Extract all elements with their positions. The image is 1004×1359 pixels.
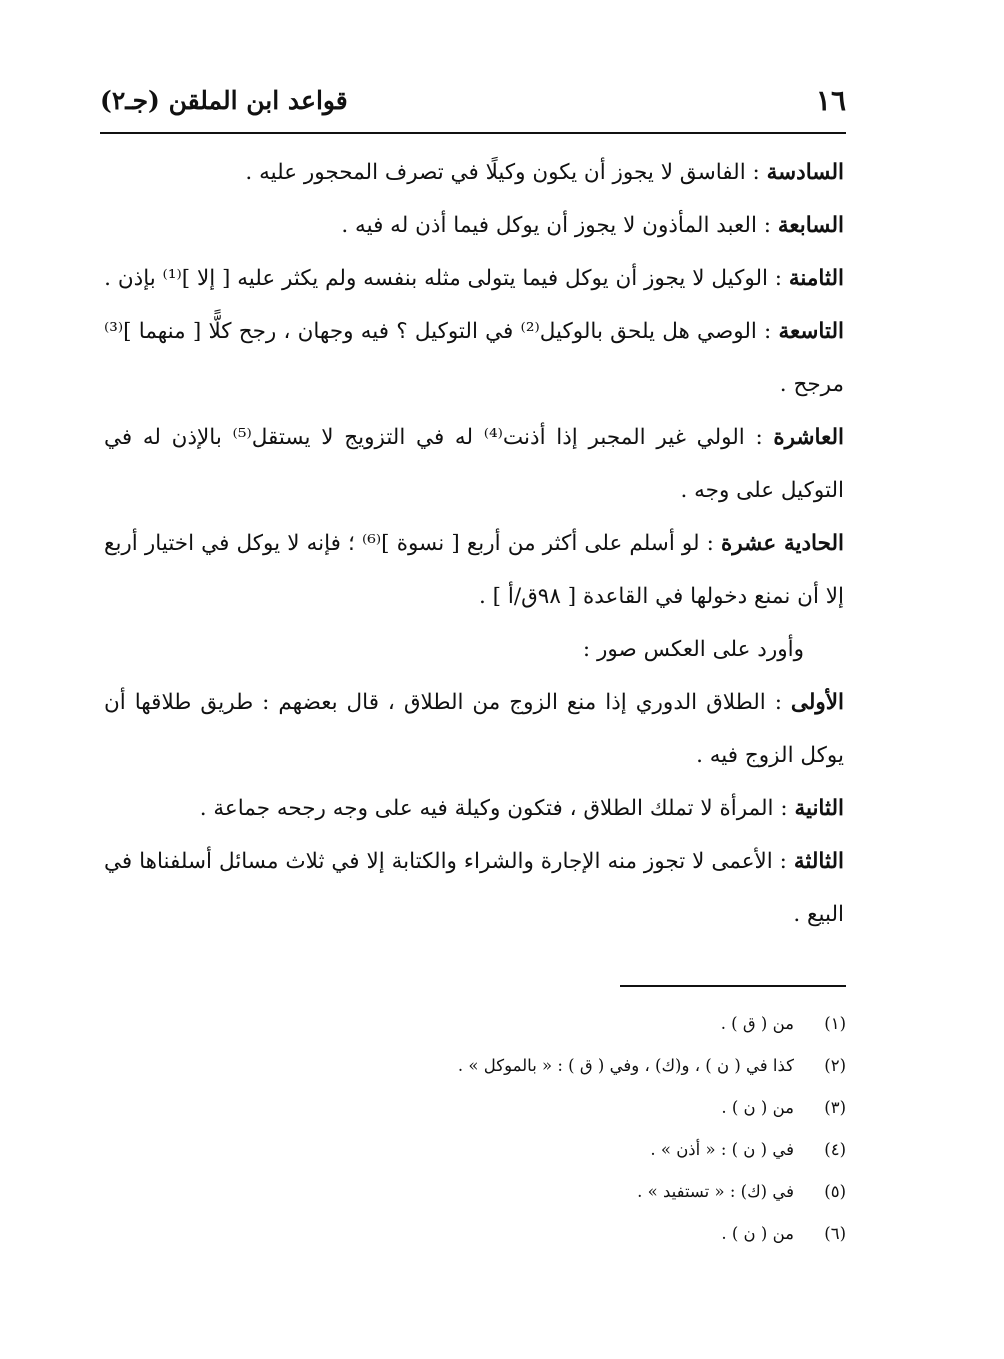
footnote-text: من ( ن ) . [721,1224,794,1243]
paragraph [104,623,844,676]
paragraph-text: : الوكيل لا يجوز أن يوكل فيما يتولى مثله بنفسه ولم يكثر عليه [ إلا ]⁽¹⁾ بإذن . [104,266,783,291]
header-divider [100,132,846,134]
paragraph [104,252,844,305]
paragraph [104,411,844,517]
footnote-number: (٢) [824,1056,846,1075]
paragraph-term: الثامنة [788,266,844,291]
footnote-text: في (ك) : « تستفيد » . [637,1182,794,1201]
paragraph-term: السادسة [766,160,844,185]
running-title: قواعد ابن الملقن (جـ٢) [100,85,348,115]
footnote-number: (٥) [824,1182,846,1201]
paragraph-term: الحادية عشرة [721,531,844,556]
footnote-divider [620,985,846,987]
paragraph-text: : الوصي هل يلحق بالوكيل⁽²⁾ في التوكيل ؟ فيه وجهان ، رجح كلًّا [ منهما ]⁽³⁾ مرجح . [104,319,844,397]
footnote-text: من ( ن ) . [721,1098,794,1117]
footnote-number: (٤) [824,1140,846,1159]
footnote-text: في ( ن ) : « أذن » . [650,1140,794,1159]
footnote [104,1129,846,1171]
paragraph-term: الثانية [794,796,844,821]
paragraph-term: الثالثة [793,849,844,874]
paragraph [104,199,844,252]
paragraph-text: : الفاسق لا يجوز أن يكون وكيلًا في تصرف المحجور عليه . [245,160,760,185]
paragraph-text: : الأعمى لا تجوز منه الإجارة والشراء والكتابة إلا في ثلاث مسائل أسلفناها في البيع . [104,849,844,927]
paragraph-term: الأولى [790,690,844,715]
footnote-text: كذا في ( ن ) ، و(ك) ، وفي ( ق ) : « بالموكل » . [457,1056,794,1075]
footnote-number: (٣) [824,1098,846,1117]
page-number: ١٦ [815,83,846,117]
paragraph [104,305,844,411]
paragraph-text: وأورد على العكس صور : [582,637,804,662]
paragraph [104,146,844,199]
footnote [104,1003,846,1045]
footnote-number: (١) [824,1014,846,1033]
paragraph-text: : لو أسلم على أكثر من أربع [ نسوة ]⁽⁶⁾ ؛ فإنه لا يوكل في اختيار أربع إلا أن نمنع دخولها في القاعدة [ ٩٨ق/أ ] . [104,531,844,609]
main-text [104,146,844,941]
footnote [104,1045,846,1087]
footnote-number: (٦) [824,1224,846,1243]
footnote [104,1213,846,1255]
paragraph-text: : الولي غير المجبر إذا أذنت⁽⁴⁾ له في التزويج لا يستقل⁽⁵⁾ بالإذن له في التوكيل على وجه . [104,425,844,503]
footnote [104,1171,846,1213]
paragraph-text: : المرأة لا تملك الطلاق ، فتكون وكيلة فيه على وجه رجحه جماعة . [199,796,788,821]
paragraph [104,517,844,623]
paragraph-term: التاسعة [778,319,844,344]
paragraph-text: : العبد المأذون لا يجوز أن يوكل فيما أذن له فيه . [341,213,772,238]
paragraph-term: السابعة [777,213,844,238]
footnote [104,1087,846,1129]
paragraph-term: العاشرة [773,425,844,450]
paragraph [104,782,844,835]
paragraph [104,676,844,782]
paragraph [104,835,844,941]
page-header [100,78,846,122]
paragraph-text: : الطلاق الدوري إذا منع الزوج من الطلاق ، قال بعضهم : طريق طلاقها أن يوكل الزوج فيه . [104,690,844,768]
footnotes [104,1003,846,1255]
footnote-text: من ( ق ) . [720,1014,794,1033]
